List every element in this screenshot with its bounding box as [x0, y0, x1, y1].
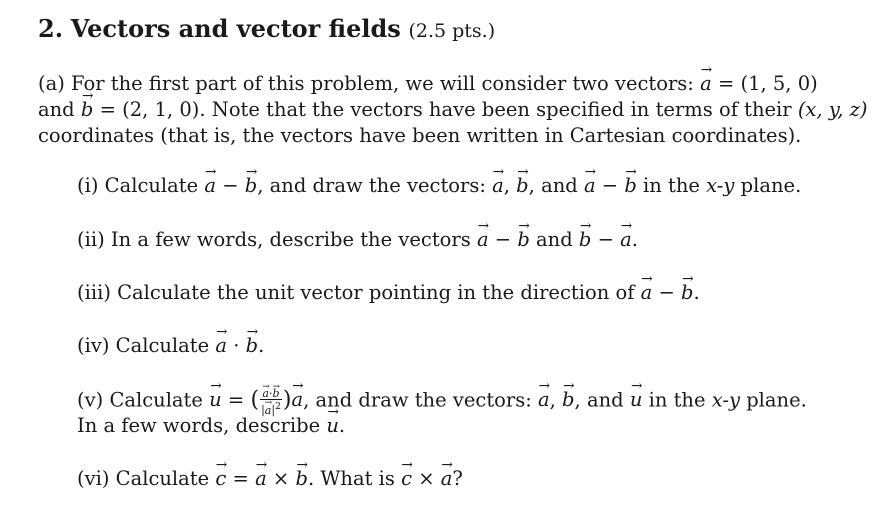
- item-v-text-6: In a few words, describe: [77, 414, 321, 437]
- intro-text-3: coordinates (that is, the vectors have been written in Cartesian coordinates).: [38, 124, 802, 147]
- item-i-text-3: and: [541, 174, 578, 197]
- item-v: [77, 386, 807, 416]
- minus-sign: −: [494, 228, 512, 251]
- minus-sign: −: [601, 174, 619, 197]
- item-v-text-5: plane.: [746, 388, 807, 412]
- vector-a: → a: [477, 227, 489, 253]
- item-iii: [77, 280, 700, 306]
- comma: ,: [549, 388, 556, 412]
- vector-b: → b: [246, 333, 258, 359]
- equals-sign: =: [227, 388, 245, 412]
- item-iii-text-1: Calculate the unit vector pointing in the direction of: [117, 281, 635, 304]
- equals-sign: =: [717, 72, 735, 95]
- vector-a: → a: [620, 227, 632, 253]
- part-a-intro: [38, 71, 868, 149]
- intro-text-2: Note that the vectors have been specified in terms of their: [211, 98, 792, 121]
- vector-c: → c: [215, 466, 226, 492]
- equals-sign: =: [232, 467, 249, 490]
- vector-a: → a: [492, 173, 504, 199]
- squared-exponent: 2: [275, 401, 281, 412]
- item-v-text-2: , and draw the vectors:: [303, 388, 532, 412]
- dot-operator: ·: [268, 387, 273, 400]
- vector-b: → b: [245, 173, 257, 199]
- item-i-text-1: Calculate: [104, 174, 199, 197]
- vector-c: → c: [401, 466, 412, 492]
- item-i-text-2: , and draw the vectors:: [257, 174, 486, 197]
- equals-sign: =: [99, 98, 116, 121]
- item-iv-label: (iv): [77, 334, 110, 357]
- item-vi-text-2: What is: [320, 467, 395, 490]
- problem-points: (2.5 pts.): [408, 20, 496, 42]
- vector-b: → b: [562, 387, 574, 413]
- comma: ,: [574, 388, 581, 412]
- abs-bar: |: [261, 403, 265, 417]
- vector-a: → a: [641, 280, 653, 306]
- comma: ,: [528, 174, 535, 197]
- vector-a: → a: [265, 405, 272, 416]
- vector-b: → b: [579, 227, 591, 253]
- intro-line-2: [38, 97, 868, 123]
- item-iv: [77, 333, 264, 359]
- vector-b-value: (2, 1, 0).: [122, 98, 206, 121]
- problem-title: Vectors and vector fields: [70, 14, 401, 43]
- vector-u: → u: [209, 387, 222, 413]
- period: .: [338, 414, 346, 437]
- vector-a: → a: [441, 466, 453, 492]
- item-i: [77, 173, 801, 199]
- problem-number: 2.: [38, 14, 64, 43]
- intro-line-1: [38, 71, 838, 97]
- intro-text-1: For the first part of this problem, we will consider two vectors:: [71, 72, 694, 95]
- period: .: [631, 228, 638, 251]
- vector-a: → a: [204, 173, 216, 199]
- vector-b: → b: [81, 97, 93, 123]
- item-i-text-4: in the: [643, 174, 700, 197]
- item-ii: [77, 227, 638, 253]
- vector-b: → b: [517, 227, 529, 253]
- vector-b: → b: [295, 466, 307, 492]
- item-ii-label: (ii): [77, 228, 105, 251]
- vector-a: → a: [291, 387, 303, 413]
- dot-operator: ·: [233, 334, 240, 357]
- item-i-label: (i): [77, 174, 99, 197]
- item-v-label: (v): [77, 388, 104, 412]
- vector-a: → a: [700, 71, 712, 97]
- vector-a: → a: [262, 388, 269, 399]
- cross-operator: ×: [418, 467, 435, 490]
- problem-heading: [38, 14, 495, 43]
- item-vi-label: (vi): [77, 467, 110, 490]
- projection-fraction: [260, 386, 282, 416]
- period: .: [258, 334, 265, 357]
- vector-u: → u: [326, 413, 339, 439]
- item-vi: [77, 466, 463, 492]
- minus-sign: −: [658, 281, 675, 304]
- vector-a-value: (1, 5, 0): [740, 72, 818, 95]
- cross-operator: ×: [272, 467, 290, 490]
- and-word: and: [38, 98, 75, 121]
- close-paren: ): [282, 387, 292, 413]
- vector-b: → b: [624, 173, 636, 199]
- item-v-text-3: and: [586, 388, 624, 412]
- intro-line-3: [38, 123, 838, 149]
- plane-variable: x-y: [711, 388, 740, 412]
- item-ii-text-1: In a few words, describe the vectors: [110, 228, 471, 251]
- period: .: [693, 281, 700, 304]
- vector-a: → a: [255, 466, 267, 492]
- question-mark: ?: [452, 467, 463, 490]
- item-ii-text-2: and: [536, 228, 573, 251]
- item-vi-text-1: Calculate: [115, 467, 210, 490]
- vector-u: → u: [630, 387, 643, 413]
- minus-sign: −: [597, 228, 614, 251]
- item-iv-text-1: Calculate: [115, 334, 210, 357]
- minus-sign: −: [222, 174, 239, 197]
- item-v-line-2: [77, 413, 345, 439]
- open-paren: (: [250, 387, 260, 413]
- item-v-text-1: Calculate: [109, 388, 203, 412]
- vector-b: → b: [681, 280, 693, 306]
- item-v-text-4: in the: [648, 388, 706, 412]
- vector-a: → a: [538, 387, 550, 413]
- period: .: [307, 467, 315, 490]
- comma: ,: [503, 174, 510, 197]
- vector-b: → b: [516, 173, 528, 199]
- vector-a: → a: [584, 173, 596, 199]
- coords-tuple: (x, y, z): [797, 98, 868, 121]
- plane-variable: x-y: [706, 174, 735, 197]
- vector-b: → b: [272, 388, 279, 399]
- vector-a: → a: [215, 333, 227, 359]
- abs-bar: |: [271, 403, 276, 417]
- item-iii-label: (iii): [77, 281, 111, 304]
- item-i-text-5: plane.: [740, 174, 802, 197]
- part-a-label: (a): [38, 72, 65, 95]
